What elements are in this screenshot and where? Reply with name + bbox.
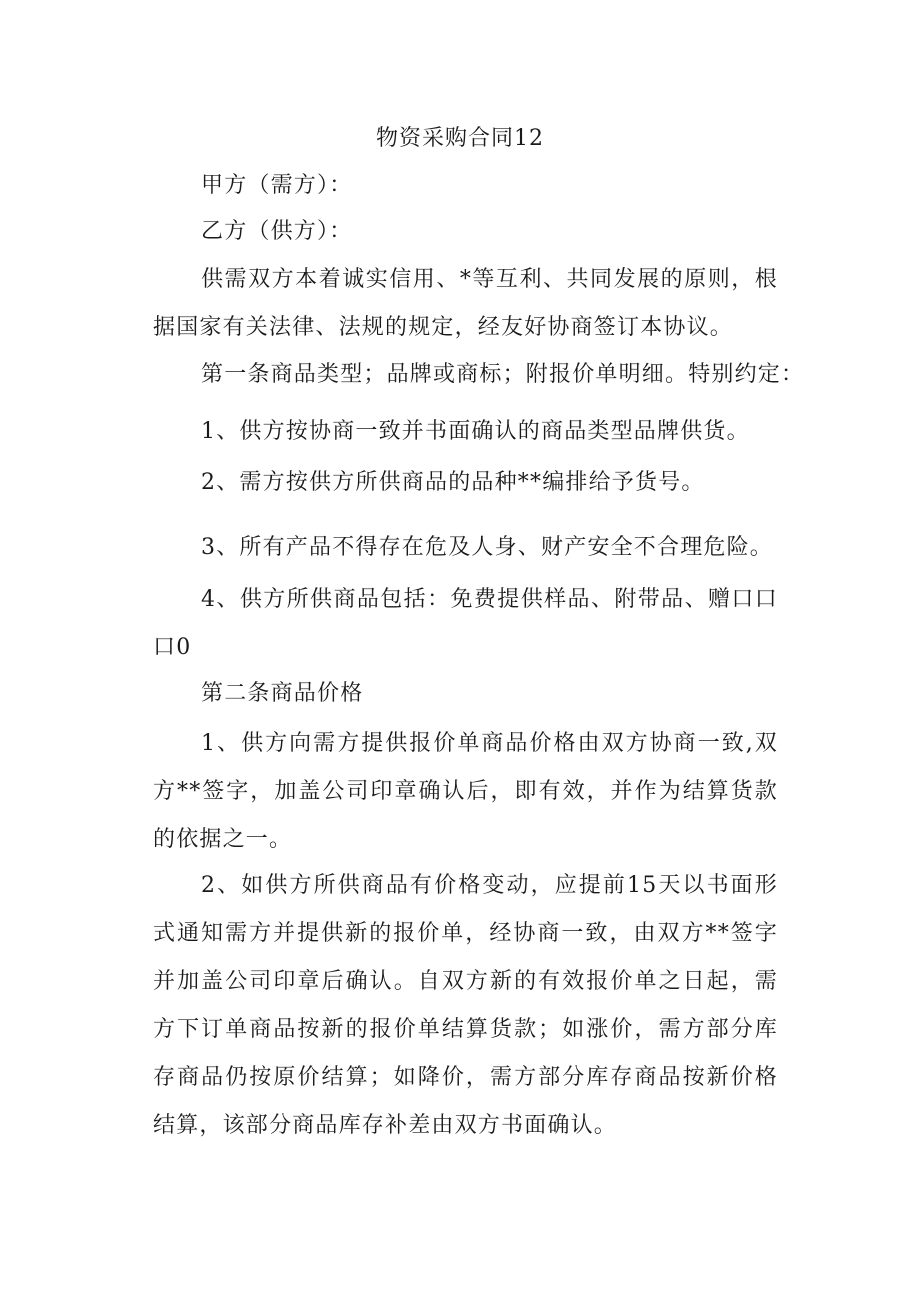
party-a-line: 甲方（需方）： — [201, 173, 353, 198]
intro-paragraph: 供需双方本着诚实信用、*等互利、共同发展的原则，根据国家有关法律、法规的规定，经友好协商签订本协议。 — [153, 267, 778, 340]
article-2-heading: 第二条商品价格 — [201, 681, 364, 706]
article-1-item-1: 1、供方按协商一致并书面确认的商品类型品牌供货。 — [201, 419, 750, 444]
article-1-item-2: 2、需方按供方所供商品的品种**编排给予货号。 — [201, 470, 705, 495]
article-1-item-4: 4、供方所供商品包括：免费提供样品、附带品、赠口口口0 — [153, 587, 778, 660]
party-b-line: 乙方（供方）： — [201, 219, 353, 244]
article-1-heading: 第一条商品类型；品牌或商标；附报价单明细。特别约定： — [201, 362, 805, 387]
article-2-item-2: 2、如供方所供商品有价格变动，应提前15天以书面形式通知需方并提供新的报价单，经协商一致，由双方**签字并加盖公司印章后确认。自双方新的有效报价单之日起，需方下订单商品按新的报价单结算货款；如涨价，需方部分库存商品仍按原价结算；如降价，需方部分库存商品按新价格结算，该部分商品库存补差由双方书面确认。 — [153, 873, 778, 1138]
document-title: 物资采购合同12 — [376, 126, 544, 151]
article-2-item-1: 1、供方向需方提供报价单商品价格由双方协商一致,双方**签字，加盖公司印章确认后，即有效，并作为结算货款的依据之一。 — [153, 731, 778, 852]
article-1-item-3: 3、所有产品不得存在危及人身、财产安全不合理危险。 — [201, 535, 773, 560]
